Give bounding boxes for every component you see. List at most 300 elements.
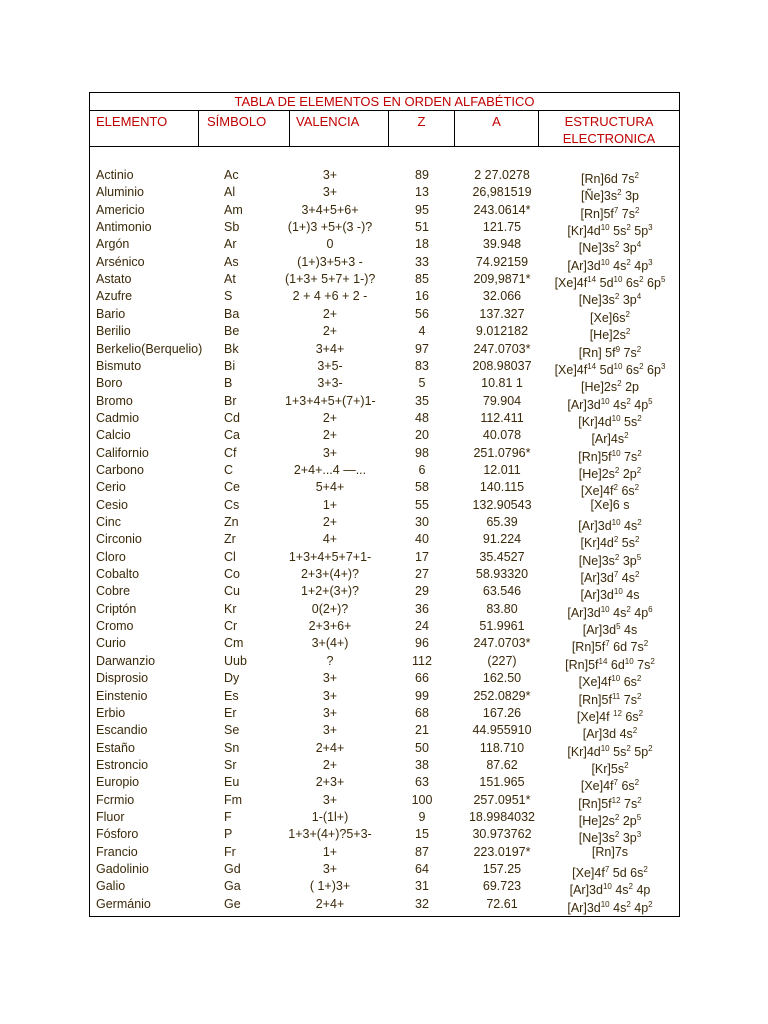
table-row — [90, 427, 679, 447]
element-valence: 1+3+4+5+(7+)1- — [285, 393, 376, 408]
element-valence: (1+)3 +5+(3 -)? — [287, 220, 373, 235]
element-atomic-mass: 32.066 — [482, 289, 522, 304]
element-atomic-number: 29 — [415, 584, 429, 599]
element-symbol: Ca — [224, 428, 240, 443]
element-symbol: Al — [224, 185, 236, 200]
element-atomic-number: 97 — [415, 341, 429, 356]
element-symbol: Cs — [224, 497, 240, 512]
element-atomic-number: 56 — [415, 306, 429, 321]
element-atomic-mass: 121.75 — [482, 220, 522, 235]
element-electron-config: $[Xe]4f^2$ $6s^2$ — [580, 483, 640, 499]
element-name: Cobalto — [96, 567, 140, 582]
element-atomic-number: 6 — [418, 462, 426, 477]
element-name: Europio — [96, 775, 140, 790]
element-valence: 3+ — [322, 705, 338, 720]
element-symbol: Ar — [224, 237, 237, 252]
element-symbol: Ba — [224, 306, 240, 321]
element-electron-config: $[Ar]3d^{10}$ $4s^2$ $4p^3$ — [567, 257, 653, 273]
table-row — [90, 375, 679, 395]
element-symbol: Ge — [224, 896, 241, 911]
element-electron-config: $[Ne]3s^2$ $3p^3$ — [578, 830, 642, 846]
element-electron-config: $[Xe]4f^{14}$ $5d^{10}$ $6s^2$ $6p^5$ — [554, 275, 666, 291]
element-name: Cloro — [96, 549, 126, 564]
table-row — [90, 705, 679, 722]
element-valence: 2+ — [322, 428, 338, 443]
element-electron-config: $[Rn]5f^{10}$ $7s^2$ — [578, 448, 642, 464]
element-atomic-mass: 63.546 — [482, 584, 522, 599]
element-symbol: As — [224, 254, 239, 269]
table-row — [90, 826, 679, 846]
element-atomic-number: 51 — [415, 220, 429, 235]
element-valence: 3+3- — [317, 376, 343, 391]
element-name: Fósforo — [96, 827, 139, 842]
element-electron-config: $[Ar]3d^{10}$ $4s^2$ 4p — [569, 882, 651, 898]
element-atomic-mass: 69.723 — [482, 879, 522, 894]
element-valence: 2+ — [322, 324, 338, 339]
element-symbol: Sb — [224, 220, 240, 235]
element-valence: 2+4+ — [315, 740, 345, 755]
element-symbol: Eu — [224, 775, 240, 790]
element-electron-config: $[Rn]5f^{11}$ $7s^2$ — [578, 691, 642, 707]
element-atomic-number: 95 — [415, 202, 429, 217]
element-atomic-number: 38 — [415, 757, 429, 772]
element-name: Estaño — [96, 740, 135, 755]
element-valence: 2+ — [322, 757, 338, 772]
element-atomic-mass: 30.973762 — [472, 827, 532, 842]
table-row — [90, 219, 679, 239]
element-atomic-number: 36 — [415, 601, 429, 616]
element-atomic-mass: 251.0796* — [473, 445, 531, 460]
element-atomic-mass: 35.4527 — [479, 549, 525, 564]
element-electron-config: $[Ne]3s^2$ $3p^5$ — [578, 552, 642, 568]
element-name: Berilio — [96, 324, 131, 339]
element-symbol: Er — [224, 705, 237, 720]
element-name: Fluor — [96, 809, 125, 824]
element-symbol: Cu — [224, 584, 240, 599]
element-name: Francio — [96, 844, 138, 859]
element-atomic-number: 66 — [415, 671, 429, 686]
element-atomic-mass: 10.81 1 — [481, 376, 523, 391]
element-electron-config: [Ar]3d $4s^2$ — [582, 726, 638, 742]
element-valence: 0 — [326, 237, 334, 252]
element-symbol: Cd — [224, 410, 240, 425]
element-atomic-number: 16 — [415, 289, 429, 304]
element-electron-config: $[Rn]5f^{12}$ $7s^2$ — [578, 795, 642, 811]
element-symbol: Co — [224, 567, 240, 582]
element-atomic-mass: 112.411 — [480, 410, 524, 425]
element-symbol: Ga — [224, 879, 241, 894]
element-electron-config: $[He]2s^2$ $2p^5$ — [578, 812, 642, 829]
table-row — [90, 740, 679, 757]
element-table — [89, 92, 680, 917]
element-valence: 2+ — [322, 515, 338, 529]
element-atomic-mass: 74.92159 — [475, 254, 529, 269]
element-name: Cromo — [96, 619, 134, 634]
header-estructura — [539, 111, 679, 146]
element-atomic-number: 64 — [415, 862, 429, 876]
element-atomic-number: 32 — [415, 896, 429, 911]
element-atomic-number: 83 — [415, 358, 429, 373]
element-valence: 1+3+(4+)?5+3- — [288, 827, 372, 842]
table-row — [90, 167, 679, 187]
element-symbol: Bi — [224, 358, 236, 373]
element-atomic-number: 15 — [415, 827, 429, 842]
element-valence: 1+3+4+5+7+1- — [288, 549, 372, 564]
table-row — [90, 288, 679, 308]
element-atomic-number: 40 — [415, 532, 429, 547]
element-electron-config: $[Xe]4f^{14}$ $5d^{10}$ $6s^2$ $6p^3$ — [554, 361, 666, 377]
element-atomic-number: 112 — [412, 653, 432, 668]
element-name: Calcio — [96, 428, 131, 443]
element-atomic-mass: 209,9871* — [473, 272, 531, 287]
table-row — [90, 479, 679, 499]
element-name: Germánio — [96, 896, 151, 911]
element-name: Californio — [96, 445, 149, 460]
element-atomic-number: 5 — [418, 376, 426, 391]
element-atomic-number: 17 — [415, 549, 429, 564]
table-title: TABLA DE ELEMENTOS EN ORDEN ALFABÉTICO — [90, 93, 679, 111]
table-row — [90, 358, 679, 375]
element-valence: 0(2+)? — [311, 601, 349, 616]
element-atomic-mass: 12.011 — [483, 462, 521, 477]
element-atomic-mass: 132.90543 — [472, 497, 532, 512]
element-valence: 3+ — [322, 792, 338, 807]
element-name: Antimonio — [96, 220, 152, 235]
element-electron-config: $[Ar]3d^{10}$ $4s^2$ $4p^5$ — [567, 396, 653, 412]
table-row — [90, 271, 679, 291]
element-valence: 2+4+ — [315, 896, 345, 911]
table-row — [90, 653, 679, 670]
element-valence: 3+ — [322, 688, 338, 703]
element-atomic-mass: 257.0951* — [473, 792, 531, 807]
element-name: Galio — [96, 879, 126, 894]
element-name: Bromo — [96, 393, 133, 408]
element-atomic-number: 33 — [415, 254, 429, 269]
element-valence: ( 1+)3+ — [309, 879, 351, 894]
element-name: Americio — [96, 202, 145, 217]
element-symbol: Ac — [224, 168, 239, 182]
table-row — [90, 254, 679, 271]
element-atomic-mass: 2 27.0278 — [474, 168, 530, 182]
element-electron-config: $[Ne]3s^2$ $3p^4$ — [578, 240, 642, 256]
table-row — [90, 445, 679, 462]
element-atomic-number: 87 — [415, 844, 429, 859]
element-symbol: Gd — [224, 862, 241, 876]
table-row — [90, 792, 679, 809]
element-symbol: Be — [224, 324, 240, 339]
table-header-row — [90, 111, 679, 147]
table-row — [90, 393, 679, 410]
element-symbol: Cf — [224, 445, 237, 460]
element-valence: 3+ — [322, 862, 338, 876]
table-row — [90, 618, 679, 638]
table-row — [90, 566, 679, 586]
element-symbol: Sr — [224, 757, 237, 772]
element-name: Bario — [96, 306, 126, 321]
element-valence: 1-(1l+) — [311, 809, 349, 824]
element-electron-config: $[Kr]4d^2$ $5s^2$ — [580, 535, 640, 551]
element-name: Aluminio — [96, 185, 144, 200]
element-name: Argón — [96, 237, 130, 252]
element-symbol: Dy — [224, 671, 240, 686]
element-symbol: At — [224, 272, 236, 287]
table-row — [90, 670, 679, 690]
element-valence: 3+4+ — [315, 341, 345, 356]
element-atomic-number: 24 — [415, 619, 429, 634]
table-row — [90, 583, 679, 603]
element-valence: 2+ — [322, 410, 338, 425]
element-atomic-number: 50 — [415, 740, 429, 755]
element-electron-config: $[Xe]4f^7$ $6s^2$ — [580, 778, 640, 794]
element-symbol: Cr — [224, 619, 238, 634]
element-symbol: C — [224, 462, 234, 477]
element-atomic-number: 96 — [415, 636, 429, 651]
element-atomic-mass: 118.710 — [479, 740, 525, 755]
element-name: Gadolinio — [96, 862, 149, 876]
element-valence: 2+3+(4+)? — [300, 567, 360, 582]
element-electron-config: $[Ne]3s^2$ $3p^4$ — [578, 292, 642, 308]
element-electron-config: $[He]2s^2$ — [589, 327, 631, 343]
element-valence: 1+2+(3+)? — [300, 584, 360, 599]
element-symbol: Es — [224, 688, 239, 703]
element-symbol: Cl — [224, 549, 236, 564]
element-atomic-number: 4 — [418, 324, 426, 339]
element-atomic-number: 55 — [415, 497, 429, 512]
element-electron-config: $[Ar]3d^{10}$ $4s^2$ $4p^2$ — [567, 899, 653, 915]
element-symbol: Fm — [224, 792, 243, 807]
element-valence: 3+ — [322, 168, 338, 182]
element-name: Boro — [96, 376, 123, 391]
table-row — [90, 531, 679, 551]
table-row — [90, 774, 679, 794]
element-name: Erbio — [96, 705, 126, 720]
element-valence: (1+)3+5+3 - — [297, 254, 363, 269]
element-electron-config: $[Ar]3d^{10}$ 4s — [580, 587, 640, 603]
element-symbol: Zn — [224, 515, 239, 529]
element-atomic-number: 18 — [415, 237, 429, 252]
element-valence: 3+ — [322, 445, 338, 460]
element-electron-config: $[Ñe]3s^2$ 3p — [581, 188, 639, 204]
element-symbol: B — [224, 376, 233, 391]
element-atomic-number: 31 — [415, 879, 429, 894]
element-symbol: F — [224, 809, 232, 824]
table-row — [90, 497, 679, 514]
element-symbol: Sn — [224, 740, 240, 755]
element-electron-config: $[He]2s^2$ 2p — [581, 379, 639, 395]
element-electron-config: $[Rn]5f^7$ 6d $7s^2$ — [571, 639, 649, 655]
element-atomic-mass: (227) — [487, 653, 517, 668]
element-name: Fcrmio — [96, 792, 135, 807]
element-atomic-mass: 79.904 — [482, 393, 522, 408]
element-electron-config: $[Rn]5f^7$ $7s^2$ — [580, 205, 640, 221]
element-symbol: Zr — [224, 532, 236, 547]
element-valence: 3+5- — [317, 358, 343, 373]
element-electron-config: $[Xe]4f^{10}$ $6s^2$ — [578, 674, 642, 690]
table-row — [90, 236, 679, 256]
element-atomic-mass: 140.115 — [479, 480, 525, 495]
element-symbol: Cm — [224, 636, 244, 651]
element-atomic-number: 30 — [415, 515, 429, 529]
element-atomic-mass: 137.327 — [479, 306, 525, 321]
element-atomic-mass: 167.26 — [482, 705, 522, 720]
element-atomic-mass: 51.9961 — [479, 619, 525, 634]
table-row — [90, 462, 679, 482]
element-atomic-mass: 9.012182 — [475, 324, 529, 339]
element-name: Actinio — [96, 168, 134, 182]
table-row — [90, 410, 679, 430]
element-atomic-number: 21 — [415, 723, 429, 738]
element-name: Astato — [96, 272, 132, 287]
element-symbol: Am — [224, 202, 243, 217]
element-electron-config: [Rn] $5f^9$ $7s^2$ — [578, 344, 642, 360]
element-name: Criptón — [96, 601, 137, 616]
element-electron-config: [Xe]4f $^{12}$ $6s^2$ — [576, 708, 644, 724]
element-name: Cesio — [96, 497, 128, 512]
element-name: Cerio — [96, 480, 126, 495]
table-row — [90, 896, 679, 913]
element-atomic-mass: 223.0197* — [473, 844, 531, 859]
element-name: Cadmio — [96, 410, 140, 425]
element-electron-config: $[Kr]4d^{10}$ $5s^2$ $5p^2$ — [567, 743, 653, 759]
table-row — [90, 861, 679, 881]
table-row — [90, 688, 679, 705]
element-electron-config: $[Ar]3d^{10}$ $4s^2$ — [578, 518, 642, 534]
table-row — [90, 341, 679, 358]
element-atomic-mass: 72.61 — [486, 896, 518, 911]
element-atomic-number: 27 — [415, 567, 429, 582]
element-symbol: Br — [224, 393, 237, 408]
table-row — [90, 323, 679, 343]
element-name: Cobre — [96, 584, 131, 599]
element-atomic-mass: 39.948 — [482, 237, 522, 252]
element-electron-config: $[Ar]3d^{10}$ $4s^2$ $4p^6$ — [567, 604, 653, 620]
element-atomic-mass: 18.9984032 — [468, 809, 536, 824]
element-electron-config: [Rn]6d $7s^2$ — [581, 171, 639, 187]
element-name: Escandio — [96, 723, 148, 738]
element-atomic-mass: 83.80 — [486, 601, 518, 616]
element-valence: 1+ — [322, 497, 338, 512]
element-atomic-number: 63 — [415, 775, 429, 790]
element-symbol: P — [224, 827, 233, 842]
table-row — [90, 635, 679, 655]
table-row — [90, 601, 679, 618]
element-atomic-mass: 208.98037 — [472, 358, 532, 373]
element-name: Azufre — [96, 289, 133, 304]
element-valence: 3+ — [322, 723, 338, 738]
element-valence: 2 + 4 +6 + 2 - — [292, 289, 368, 304]
element-atomic-number: 98 — [415, 445, 429, 460]
element-atomic-mass: 162.50 — [482, 671, 522, 686]
element-valence: ? — [326, 653, 334, 668]
element-name: Carbono — [96, 462, 144, 477]
element-valence: 3+ — [322, 185, 338, 200]
table-row — [90, 202, 679, 219]
element-atomic-mass: 157.25 — [482, 862, 522, 876]
element-atomic-number: 99 — [415, 688, 429, 703]
element-symbol: Bk — [224, 341, 239, 356]
element-atomic-mass: 243.0614* — [473, 202, 531, 217]
element-electron-config: $[Xe]6s^2$ — [590, 309, 630, 325]
header-simbolo: SÍMBOLO — [199, 111, 290, 146]
element-atomic-mass: 91.224 — [482, 532, 522, 547]
element-electron-config: [Rn]7s — [591, 844, 629, 859]
element-symbol: Ce — [224, 480, 240, 495]
element-atomic-mass: 252.0829* — [473, 688, 531, 703]
table-row — [90, 757, 679, 777]
element-atomic-mass: 58.93320 — [475, 567, 529, 582]
element-symbol: Uub — [224, 653, 247, 668]
element-electron-config: [Xe]6 s — [590, 497, 630, 512]
header-valencia: VALENCIA — [290, 111, 389, 146]
element-atomic-number: 85 — [415, 272, 429, 287]
element-name: Disprosio — [96, 671, 149, 686]
element-valence: 2+3+ — [315, 775, 345, 790]
header-estructura-line2: ELECTRONICA — [562, 131, 656, 146]
element-symbol: Fr — [224, 844, 236, 859]
element-electron-config: $[Kr]5s^2$ — [591, 760, 629, 777]
element-atomic-mass: 247.0703* — [473, 341, 531, 356]
element-electron-config: $[Xe]4f^7$ 5d $6s^2$ — [572, 865, 648, 881]
header-z: Z — [389, 111, 455, 146]
element-atomic-number: 20 — [415, 428, 429, 443]
element-atomic-mass: 40.078 — [482, 428, 522, 443]
element-atomic-mass: 44.955910 — [472, 723, 532, 738]
element-name: Estroncio — [96, 757, 149, 772]
element-valence: (1+3+ 5+7+ 1-)? — [285, 272, 376, 287]
element-atomic-mass: 65.39 — [486, 515, 518, 529]
element-atomic-number: 100 — [411, 792, 433, 807]
element-valence: 3+4+5+6+ — [301, 202, 359, 217]
element-atomic-number: 89 — [415, 168, 429, 182]
element-electron-config: $[Kr]4d^{10}$ $5s^2$ $5p^3$ — [567, 223, 653, 239]
element-electron-config: $[Kr]4d^{10}$ $5s^2$ — [578, 413, 642, 430]
element-valence: 1+ — [322, 844, 338, 859]
table-row — [90, 549, 679, 566]
element-valence: 2+3+6+ — [308, 619, 352, 634]
element-electron-config: $[Ar]4s^2$ — [591, 431, 629, 447]
element-electron-config: $[Rn]5f^{14}$ $6d^{10}$ $7s^2$ — [565, 656, 655, 672]
element-valence: 3+ — [322, 671, 338, 686]
element-name: Curio — [96, 636, 126, 651]
element-atomic-number: 35 — [415, 393, 429, 408]
table-row — [90, 809, 679, 829]
element-atomic-mass: 151.965 — [479, 775, 525, 790]
element-name: Darwanzio — [96, 653, 156, 668]
element-electron-config: $[He]2s^2$ $2p^2$ — [578, 465, 642, 482]
element-atomic-number: 48 — [415, 410, 429, 425]
element-valence: 5+4+ — [315, 480, 345, 495]
element-valence: 4+ — [322, 532, 338, 547]
element-symbol: Kr — [224, 601, 237, 616]
element-atomic-number: 9 — [418, 809, 426, 824]
element-atomic-number: 13 — [415, 185, 429, 200]
element-valence: 3+(4+) — [311, 636, 349, 651]
element-electron-config: $[Ar]3d^7$ $4s^2$ — [580, 570, 640, 586]
element-name: Arsénico — [96, 254, 145, 269]
header-elemento: ELEMENTO — [90, 111, 199, 146]
header-a: A — [455, 111, 539, 146]
element-atomic-mass: 87.62 — [486, 757, 518, 772]
header-estructura-line1: ESTRUCTURA — [564, 114, 654, 129]
table-row — [90, 722, 679, 742]
table-row — [90, 306, 679, 323]
element-atomic-number: 58 — [415, 480, 429, 495]
element-valence: 2+4+...4 —... — [293, 462, 367, 477]
element-name: Cinc — [96, 515, 122, 529]
element-atomic-mass: 26,981519 — [472, 185, 532, 200]
element-name: Einstenio — [96, 688, 148, 703]
element-symbol: S — [224, 289, 233, 304]
